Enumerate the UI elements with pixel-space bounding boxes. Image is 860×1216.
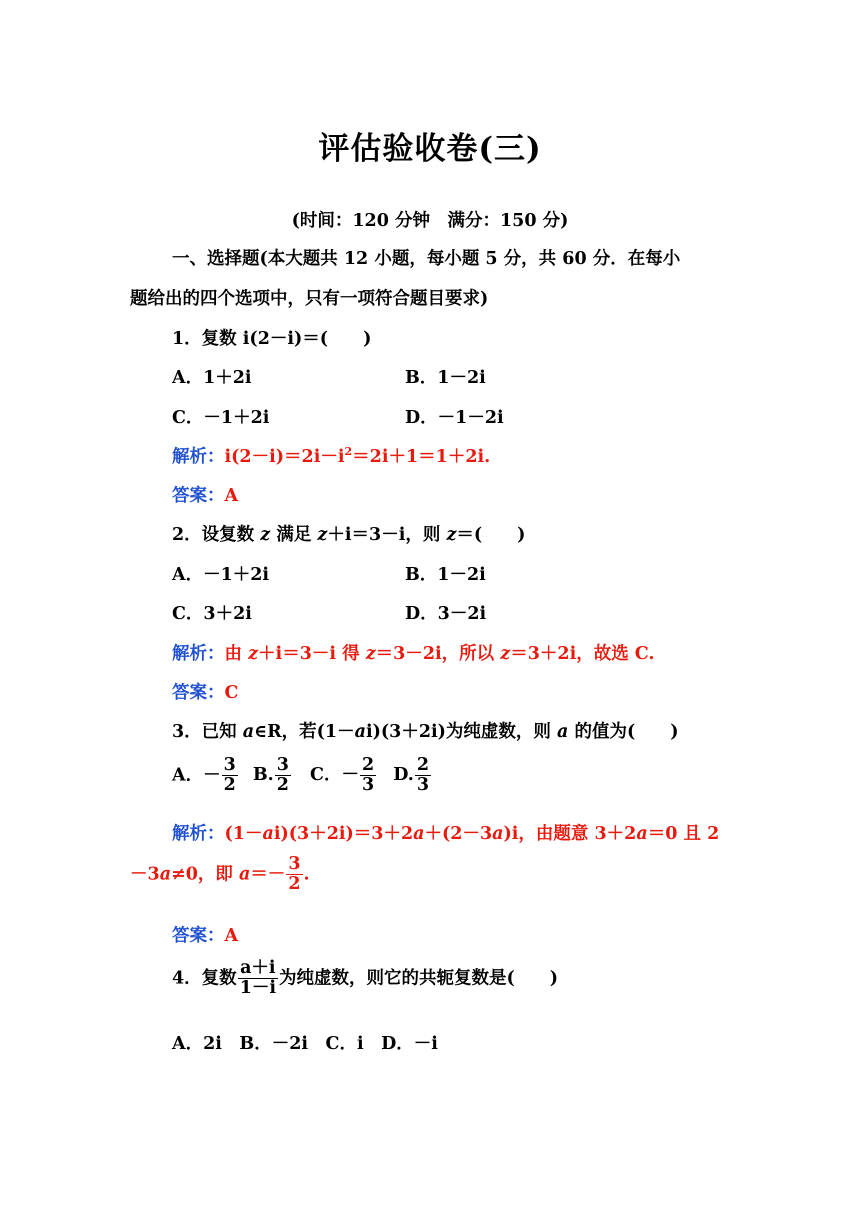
q3-option-b: B. bbox=[252, 765, 274, 786]
q1-option-d: D．－1－2i bbox=[405, 408, 504, 428]
q3-option-c: C．－ bbox=[310, 765, 359, 786]
section-heading-line bbox=[172, 245, 680, 270]
q4-options: A．2i B．－2i C．i D．－i bbox=[172, 1034, 438, 1054]
fraction: $\frac{2}{3}$ bbox=[416, 755, 430, 796]
section-heading: 一、选择题 bbox=[172, 249, 260, 269]
fraction: $\frac{3}{2}$ bbox=[223, 755, 236, 796]
exam-meta: (时间：120 分钟 满分：150 分) bbox=[291, 211, 569, 231]
answer-label: 答案： bbox=[172, 683, 225, 703]
analysis-label: 解析： bbox=[172, 447, 225, 467]
q3-analysis-line2: －3a≠0，即 a＝－ $\frac{3}{2}$ . bbox=[130, 854, 310, 895]
q2-answer: 答案：C bbox=[172, 683, 239, 703]
q3-stem: 3．已知 a∈R，若(1－ai)(3＋2i)为纯虚数，则 a 的值为( ) bbox=[172, 722, 679, 742]
q1-analysis: 解析：$i(2-i)=2i-i^2=2i+1=1+2i$. bbox=[172, 445, 491, 467]
q2-option-c: C．3＋2i bbox=[172, 604, 252, 624]
q2-option-d: D．3－2i bbox=[405, 604, 487, 624]
q1-stem: 1．复数 i(2－i)＝( ) bbox=[172, 329, 372, 349]
q3-options bbox=[172, 756, 432, 796]
q1-answer: 答案：A bbox=[172, 486, 239, 506]
section-desc-2: 题给出的四个选项中，只有一项符合题目要求) bbox=[130, 289, 489, 309]
analysis-label: 解析： bbox=[172, 824, 225, 844]
q3-analysis-line1: 解析：(1－ai)(3＋2i)＝3＋2a＋(2－3a)i，由题意 3＋2a＝0 且 2 bbox=[172, 824, 720, 844]
q4-stem: 4．复数 $\frac{a+i}{1-i}$ 为纯虚数，则它的共轭复数是( ) bbox=[172, 958, 559, 999]
q2-option-a: A．－1＋2i bbox=[172, 565, 270, 585]
q2-analysis: 解析：由 z＋i＝3－i 得 z＝3－2i，所以 z＝3＋2i，故选 C. bbox=[172, 644, 655, 664]
answer-label: 答案： bbox=[172, 926, 225, 946]
q1-option-c: C．－1＋2i bbox=[172, 408, 270, 428]
q2-stem: 2．设复数 z 满足 z＋i＝3－i，则 z＝( ) bbox=[172, 525, 526, 545]
analysis-label: 解析： bbox=[172, 644, 225, 664]
q1-option-a: A．1＋2i bbox=[172, 368, 252, 388]
q1-option-b: B．1－2i bbox=[405, 368, 486, 388]
fraction: $\frac{2}{3}$ bbox=[361, 755, 375, 796]
q3-option-a: A．－ bbox=[172, 765, 221, 786]
page-title: 评估验收卷(三) bbox=[318, 131, 542, 167]
q3-answer: 答案：A bbox=[172, 926, 239, 946]
fraction: $\frac{3}{2}$ bbox=[288, 854, 301, 895]
fraction: $\frac{3}{2}$ bbox=[276, 755, 289, 796]
q3-option-d: D. bbox=[393, 765, 414, 786]
fraction: $\frac{a+i}{1-i}$ bbox=[239, 958, 277, 999]
q2-option-b: B．1－2i bbox=[405, 565, 486, 585]
section-desc-1: (本大题共 12 小题，每小题 5 分，共 60 分．在每小 bbox=[259, 249, 681, 269]
answer-label: 答案： bbox=[172, 486, 225, 506]
